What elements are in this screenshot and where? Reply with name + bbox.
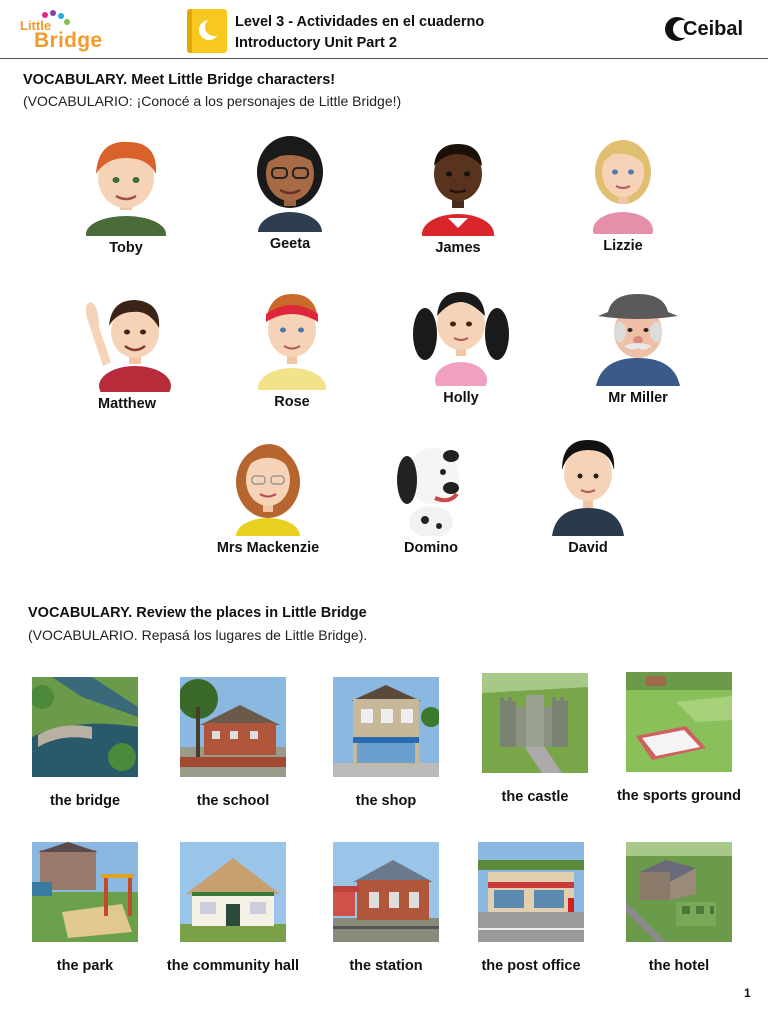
character-name: David [568,540,608,556]
logo-text-little: Little [20,18,52,33]
holly-avatar [411,286,511,386]
toby-avatar [76,136,176,236]
school-image [180,677,286,777]
place-name: the school [196,793,270,809]
character-name: Toby [109,240,143,256]
characters-section-subtitle: (VOCABULARIO: ¡Conocé a los personajes de Little Bridge!) [23,93,402,109]
ceibal-logo [665,16,744,44]
page-number: 1 [744,986,751,1000]
character-david [518,436,658,556]
character-name: Geeta [269,236,311,252]
character-james [388,136,528,256]
place-name: the castle [501,789,569,805]
logo-text-bridge: Bridge [34,29,103,52]
park-image [32,842,138,942]
character-name: Mrs Mackenzie [216,540,320,556]
character-lizzie [553,134,693,254]
notebook-icon [187,9,227,53]
rose-avatar [242,290,342,390]
matthew-avatar [77,292,177,392]
place-name: the shop [355,793,417,809]
character-name: Lizzie [603,238,643,254]
character-geeta [220,132,360,252]
lizzie-avatar [573,134,673,234]
place-name: the post office [481,958,581,974]
character-mrs-mackenzie [198,436,338,556]
bridge-image [32,677,138,777]
character-name: Rose [274,394,310,410]
station-image [333,842,439,942]
places-section-subtitle: (VOCABULARIO. Repasá los lugares de Little Bridge). [28,627,368,643]
place-name: the park [56,958,114,974]
page-header [0,0,768,59]
castle-image [482,673,588,773]
geeta-avatar [240,132,340,232]
character-rose [222,290,362,410]
place-sports-ground [604,672,754,806]
place-name: the community hall [166,958,300,974]
place-name: the station [349,958,423,974]
header-title [235,12,484,54]
ceibal-brand-text: Ceibal [683,18,744,40]
character-mr-miller [568,286,708,406]
place-station [311,842,461,976]
david-avatar [538,436,638,536]
character-name: Holly [443,390,479,406]
places-section-title: VOCABULARY. Review the places in Little Bridge [28,605,367,621]
character-domino [361,436,501,556]
little-bridge-logo [20,10,112,54]
header-title-line2: Introductory Unit Part 2 [235,35,397,51]
place-hotel [604,842,754,976]
place-name: the hotel [648,958,710,974]
character-name: Domino [404,540,458,556]
character-toby [56,136,196,256]
mr-miller-avatar [588,286,688,386]
community-hall-image [180,842,286,942]
character-holly [391,286,531,406]
mrs-mackenzie-avatar [218,436,318,536]
domino-avatar [381,436,481,536]
post-office-image [478,842,584,942]
place-bridge [10,677,160,811]
james-avatar [408,136,508,236]
place-park [10,842,160,976]
place-shop [311,677,461,811]
characters-section-title: VOCABULARY. Meet Little Bridge characters! [23,72,336,88]
character-name: Matthew [98,396,156,412]
sports-ground-image [626,672,732,772]
place-name: the bridge [49,793,121,809]
ceibal-moon-icon [665,16,685,44]
character-matthew [57,292,197,412]
place-school [158,677,308,811]
place-post-office [456,842,606,976]
place-community-hall [158,842,308,976]
place-castle [460,673,610,807]
header-title-line1: Level 3 - Actividades en el cuaderno [235,14,485,30]
character-name: James [435,240,481,256]
place-name: the sports ground [616,788,742,804]
shop-image [333,677,439,777]
character-name: Mr Miller [608,390,668,406]
hotel-image [626,842,732,942]
